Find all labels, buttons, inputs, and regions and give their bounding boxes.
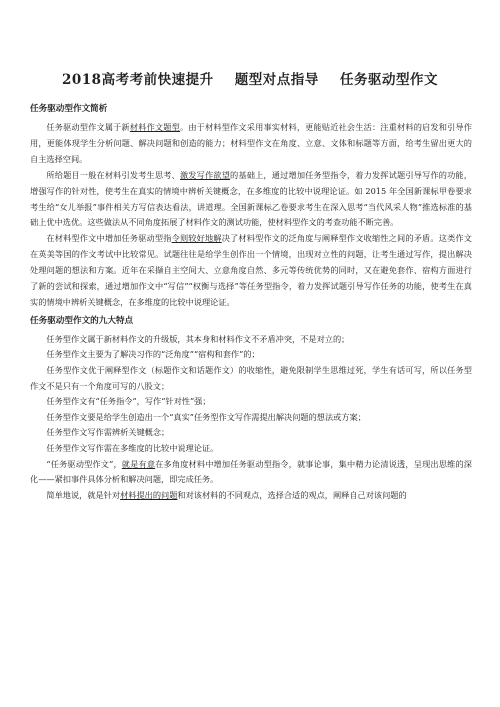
inline-link[interactable]: 令则较好地解 — [171, 233, 222, 244]
paragraph: 任务型作文优于阐释型作文（标题作文和话题作文）的收缩性，避免限制学生思维过死，学生有话可写，所以任务型作文不是只有一个角度可写的八股文； — [30, 365, 472, 391]
inline-link[interactable]: 材料作文题型 — [129, 122, 180, 132]
inline-link[interactable]: 激发写作欲望 — [179, 169, 231, 180]
paragraph: 任务型作文主要为了解决习作的“泛角度”“宿构和套作”的； — [46, 349, 260, 360]
section-heading: 任务驱动型作文简析 — [30, 104, 108, 114]
document-body — [30, 102, 472, 503]
paragraph: “任务驱动型作文”，就是有意在多角度材料中增加任务驱动型指令，就事论事，集中精力论清说透，呈现出思维的深化——紧扣事件具体分析和解决问题，即完成任务。 — [30, 458, 472, 485]
inline-link[interactable]: 就是有意 — [121, 458, 156, 469]
paragraph: 任务型作文写作需辨析关键概念； — [46, 427, 170, 438]
paragraph: 简单地说，就是针对材料提出的问题和对该材料的不同观点，选择合适的观点，阐释自己对该问题的 — [46, 489, 407, 500]
paragraph: 任务型作文要是给学生创造出一个“真实”任务型作文写作需提出解决问题的想法或方案； — [46, 411, 366, 422]
paragraph: 在材料型作文中增加任务驱动型指令则较好地解决了材料型作文的泛角度与阐释型作文收缩性之间的矛盾。这类作文在英美等国的作文考试中比较常见。试题往往是给学生创作出一个情境，出现对立性的问题，让考生通过写作，提出解决处理问题的想法和方案。近年在采撷自主空间大、立意角度自然、多元等传统优势的同时，又在避免套作、宿构方面进行了新的尝试和探索，通过增加作文中“写信”“权衡与选择”等任务型指令，着力发挥试题引导写作任务的功能，使考生在真实的情境中辨析关键概念，在多维度的比较中说理论证。 — [30, 233, 472, 307]
inline-link[interactable]: 材料提出的问题 — [120, 489, 178, 500]
title-part-2: 题型对点指导 — [234, 72, 319, 88]
paragraph: 任务驱动型作文属于新材料作文题型。由于材料型作文采用事实材料，更能贴近社会生活：注重材料的启发和引导作用，更能体现学生分析问题、解决问题和创造的能力；材料型作文在角度、立意、文体和标题等方面，给考生留出更大的自主选择空间。 — [30, 122, 472, 164]
section-heading: 任务驱动型作文的九大特点 — [30, 315, 134, 326]
paragraph: 任务型作文有“任务指令”，写作“针对性”强； — [46, 396, 211, 407]
paragraph: 任务型作文属于新材料作文的升级版，其本身和材料作文不矛盾冲突，不是对立的； — [46, 333, 350, 344]
paragraph: 所给题目一般在材料引发考生思考、激发写作欲望的基础上，通过增加任务型指令，着力发挥试题引导写作的功能，增强写作的针对性，使考生在真实的情境中辨析关键概念，在多维度的比较中说理论证。如 2015 年全国新课标甲卷要求考生给“女儿举报”事件相关方写信表达看法，讲道理。全国新课标乙卷要求考生在深入思考“当代风采人物”推选标准的基础上优中选优。这些做法从不同角度拓展了材料作文的测试功能，使材料型作文的考查功能不断完善。 — [30, 169, 472, 228]
paragraph: 任务型作文写作需在多维度的比较中说理论证。 — [46, 443, 219, 454]
title-part-1: 2018高考考前快速提升 — [62, 72, 214, 88]
title-part-3: 任务驱动型作文 — [339, 72, 438, 88]
page-title — [0, 68, 500, 88]
